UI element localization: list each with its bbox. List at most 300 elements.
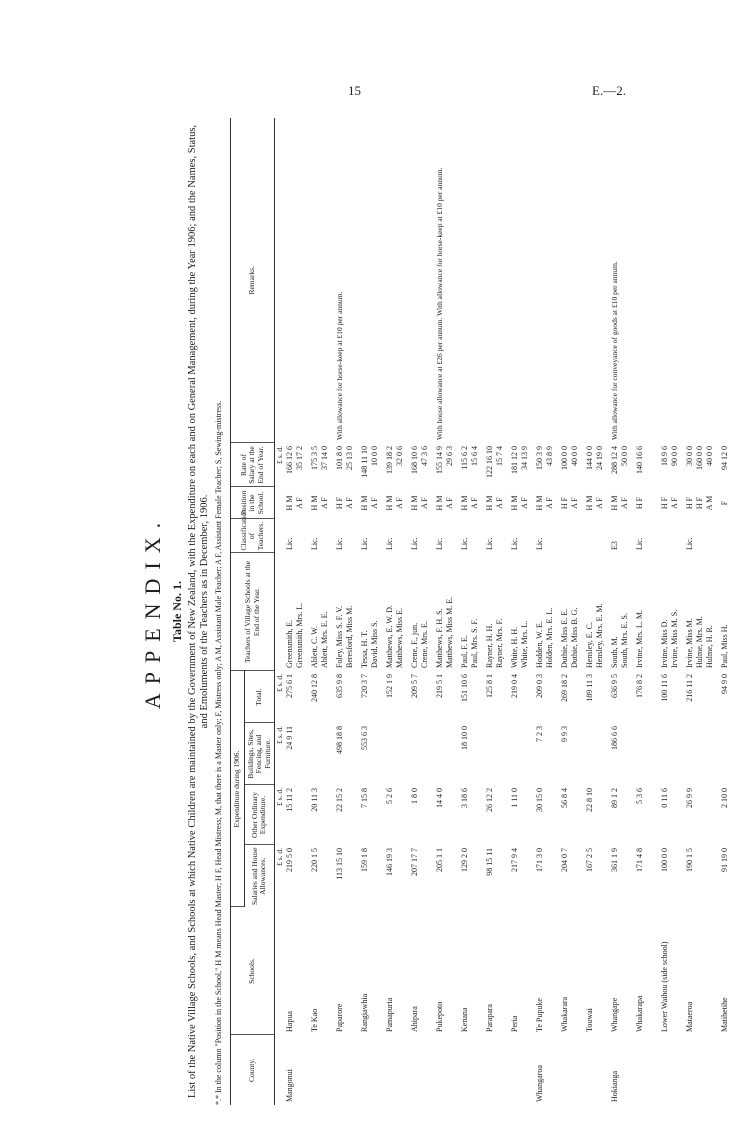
teacher-name: Ablett, Mrs. E. E. (320, 611, 329, 668)
header-position: Position in the School. (231, 487, 275, 519)
total-cell: 176 8 2 (635, 674, 644, 698)
total-cell: 94 9 0 (720, 674, 729, 694)
classification (370, 522, 380, 550)
other-expenditure-cell: 22 15 2 (335, 788, 344, 812)
total-cell: 100 11 6 (660, 674, 669, 702)
classification-cell (285, 519, 310, 553)
salaries-cell: 220 1 5 (310, 848, 319, 872)
salaries-cell: 146 19 3 (385, 848, 394, 876)
position-cell (685, 487, 720, 519)
teacher-name: Greensmith, E. (285, 619, 294, 668)
salary-rate: 10 0 0 (370, 446, 379, 466)
county-cell (635, 1035, 660, 1105)
header-salaries: Salaries and House Allowances. (244, 845, 275, 907)
position-cell (310, 487, 335, 519)
teacher-name: Duthie, Miss E. E. (560, 608, 569, 668)
position-cell (385, 487, 410, 519)
table-row (335, 118, 360, 1105)
salary-rate: 140 16 6 (635, 446, 644, 474)
remarks-cell: With allowance for horse-keep at £10 per annum. (335, 291, 344, 440)
county-cell (410, 1035, 435, 1105)
other-expenditure-cell: 3 18 6 (460, 788, 469, 808)
remarks-cell: With house allowance at £26 per annum. With allowance for horse-keep at £10 per annum. (435, 167, 444, 440)
salary-rate-cell (560, 443, 585, 487)
total-cell: 152 1 9 (385, 674, 394, 698)
teacher-name: Irvine, Miss M. S. (670, 609, 679, 668)
position: A F (470, 497, 479, 509)
other-expenditure-cell: 22 8 10 (585, 788, 594, 812)
position-cell (335, 487, 360, 519)
buildings-cell (435, 723, 460, 785)
salary-rate-cell (410, 443, 435, 487)
appendix-title: APPENDIX. (140, 513, 165, 710)
classification-cell (410, 519, 435, 553)
position: A F (395, 497, 404, 509)
position: H M (610, 495, 619, 511)
county-cell (560, 1035, 585, 1105)
teacher-name: Beresford, Miss M. (345, 605, 354, 668)
salary-rate: 37 14 0 (320, 446, 329, 470)
salary-rate-cell (385, 443, 410, 487)
total-cell: 269 18 2 (560, 674, 569, 702)
table-row (410, 118, 435, 1105)
classification: Lic. (410, 537, 419, 550)
salary-rate: 25 13 0 (345, 446, 354, 470)
other-expenditure-cell: 14 4 0 (435, 788, 444, 808)
classification-cell (720, 519, 745, 553)
buildings-cell: 18 10 0 (460, 726, 469, 750)
buildings-cell: 498 18 8 (335, 726, 344, 754)
position: A F (445, 497, 454, 509)
remarks-cell (720, 118, 745, 443)
salaries-cell: 190 1 5 (685, 848, 694, 872)
classification: Lic. (510, 537, 519, 550)
county-cell (385, 1035, 410, 1105)
school-cell: Whangape (610, 997, 619, 1032)
county-cell (310, 1035, 335, 1105)
classification: Lic. (310, 537, 319, 550)
other-expenditure-cell: 5 3 6 (635, 788, 644, 804)
table-title: Table No. 1. (170, 581, 184, 642)
classification-cell (660, 519, 685, 553)
salary-rate-cell (310, 443, 335, 487)
county-cell (460, 1035, 485, 1105)
total-cell: 125 8 1 (485, 674, 494, 698)
remarks-cell (360, 118, 385, 443)
other-expenditure-cell: 20 11 3 (310, 788, 319, 812)
buildings-cell (585, 723, 610, 785)
classification-cell (635, 519, 660, 553)
classification: Lic. (460, 537, 469, 550)
school-cell: Lower Waihou (side school) (660, 941, 669, 1032)
county-cell (335, 1035, 360, 1105)
classification-cell (685, 519, 720, 553)
teacher-name-cell (610, 553, 635, 671)
teacher-name: Foley, Miss S. F. V. (335, 605, 344, 668)
position: H M (485, 495, 494, 511)
total-cell: 240 12 8 (310, 674, 319, 702)
remarks-cell (485, 118, 510, 443)
salary-rate: 47 3 6 (420, 446, 429, 466)
header-remarks: Remarks. (231, 118, 275, 443)
position-cell (660, 487, 685, 519)
classification-cell (485, 519, 510, 553)
table-row (635, 118, 660, 1105)
classification (320, 522, 330, 550)
teacher-name: Matthews, F. H. S. (435, 608, 444, 668)
position: A F (295, 497, 304, 509)
total-cell: 216 11 2 (685, 674, 694, 702)
position: H F (335, 496, 344, 510)
position: H M (510, 495, 519, 511)
position: F (720, 500, 729, 506)
salary-rate-cell (435, 443, 460, 487)
buildings-cell: 24 9 11 (285, 726, 294, 750)
table-row (685, 118, 720, 1105)
buildings-cell (410, 723, 435, 785)
buildings-cell (720, 723, 745, 785)
table-row (460, 118, 485, 1105)
buildings-cell: 9 9 3 (560, 726, 569, 742)
table-row (660, 118, 685, 1105)
header-teachers: Teachers of Village Schools at the End of the Year. (231, 553, 275, 671)
salary-rate: 155 14 9 (435, 446, 444, 474)
teacher-name: South, Mrs. E. S. (620, 613, 629, 668)
salary-rate: 30 0 0 (685, 446, 694, 466)
classification (720, 522, 730, 550)
county-cell (485, 1035, 510, 1105)
table-row (360, 118, 385, 1105)
classification: Lic. (435, 537, 444, 550)
salary-rate-cell (585, 443, 610, 487)
position: A F (670, 497, 679, 509)
remarks-cell (560, 118, 585, 443)
position-cell (485, 487, 510, 519)
table-row (385, 118, 410, 1105)
position-cell (720, 487, 745, 519)
position-cell (285, 487, 310, 519)
salaries-cell: 361 1 9 (610, 848, 619, 872)
teacher-name: Paul, Miss H. (720, 624, 729, 668)
position: H M (460, 495, 469, 511)
teacher-name: Irvine, Miss D. (660, 619, 669, 668)
remarks-cell (460, 118, 485, 443)
header-county: County. (231, 1035, 275, 1105)
classification (705, 522, 715, 550)
salaries-cell: 217 9 4 (510, 848, 519, 872)
classification (345, 522, 355, 550)
county-cell (685, 1035, 720, 1105)
teacher-name-cell (435, 553, 460, 671)
salaries-cell: 98 15 11 (485, 848, 494, 876)
teacher-name-cell (335, 553, 360, 671)
position: H M (585, 495, 594, 511)
table-row (285, 118, 310, 1105)
position: A F (370, 497, 379, 509)
classification-cell (460, 519, 485, 553)
header-expenditure: Expenditure during 1906. (231, 671, 245, 907)
salary-rate: 50 0 0 (620, 446, 629, 466)
school-cell: Whakarapa (635, 995, 644, 1032)
salary-rate-cell (360, 443, 385, 487)
school-cell: Paparore (335, 1003, 344, 1032)
table-row (535, 118, 560, 1105)
teacher-name-cell (660, 553, 685, 671)
salary-rate: 15 7 4 (495, 446, 504, 466)
teacher-name-cell (285, 553, 310, 671)
county-cell: Hokianga (610, 1070, 619, 1102)
classification: Lic. (385, 537, 394, 550)
teacher-name: Matthews, E. W. D. (385, 605, 394, 668)
classification: Lic. (360, 537, 369, 550)
salary-rate: 148 11 10 (360, 446, 369, 478)
teacher-name: Matthews, Miss E. (395, 608, 404, 668)
teacher-name: Hensley, Mrs. E. M. (595, 603, 604, 668)
other-expenditure-cell: 1 8 0 (410, 788, 419, 804)
salaries-cell: 167 2 5 (585, 848, 594, 872)
salary-rate: 168 10 6 (410, 446, 419, 474)
units-other: £ s. d. (275, 788, 284, 806)
other-expenditure-cell: 15 11 2 (285, 788, 294, 812)
position: H M (410, 495, 419, 511)
teacher-name-cell (510, 553, 535, 671)
teacher-name: Rayner, H. H. (485, 623, 494, 668)
total-cell: 209 0 3 (535, 674, 544, 698)
position-cell (535, 487, 560, 519)
buildings-cell (635, 723, 660, 785)
classification (545, 522, 555, 550)
position: H M (435, 495, 444, 511)
classification (695, 522, 705, 550)
classification (395, 522, 405, 550)
salaries-cell: 205 1 1 (435, 848, 444, 872)
salary-rate-cell (460, 443, 485, 487)
position: A F (545, 497, 554, 509)
position: A F (420, 497, 429, 509)
teacher-name: Hodden, W. E. (535, 621, 544, 668)
salary-rate: 122 16 10 (485, 446, 494, 478)
teacher-name: Holden, Mrs. E. L. (545, 607, 554, 668)
remarks-cell (510, 118, 535, 443)
salary-rate: 166 12 6 (285, 446, 294, 474)
teacher-name-cell (485, 553, 510, 671)
salary-rate: 181 12 0 (510, 446, 519, 474)
position: A M (705, 495, 714, 511)
teacher-name: Duthie, Miss B. G. (570, 607, 579, 668)
salary-rate: 35 17 2 (295, 446, 304, 470)
salary-rate: 29 6 3 (445, 446, 454, 466)
salaries-cell: 204 0 7 (560, 848, 569, 872)
position: A F (520, 497, 529, 509)
teacher-name: Hulme, H. R. (705, 625, 714, 668)
salary-rate: 43 8 9 (545, 446, 554, 466)
total-cell: 275 6 1 (285, 674, 294, 698)
position-cell (410, 487, 435, 519)
salaries-cell: 171 3 0 (535, 848, 544, 872)
classification-cell (385, 519, 410, 553)
salary-rate: 15 6 4 (470, 446, 479, 466)
total-cell: 209 5 7 (410, 674, 419, 698)
school-cell: Matihetihe (720, 997, 729, 1032)
salary-rate: 40 0 0 (570, 446, 579, 466)
teacher-name: Matthews, Miss M. E. (445, 596, 454, 668)
classification-cell (610, 519, 635, 553)
county-cell (720, 1035, 745, 1105)
header-classification: Classification of Teachers. (231, 519, 275, 553)
other-expenditure-cell: 26 12 2 (485, 788, 494, 812)
remarks-cell (585, 118, 610, 443)
salaries-cell: 91 19 0 (720, 848, 729, 872)
table-row (720, 118, 745, 1105)
position: A F (345, 497, 354, 509)
other-expenditure-cell: 2 10 0 (720, 788, 729, 808)
classification: Lic. (285, 537, 294, 550)
teacher-name-cell (385, 553, 410, 671)
classification (495, 522, 505, 550)
classification-cell (510, 519, 535, 553)
salaries-cell: 171 4 8 (635, 848, 644, 872)
table-row (610, 118, 635, 1105)
classification: Lic. (635, 537, 644, 550)
page-number: 15 (348, 83, 361, 98)
page-code: E.—2. (592, 83, 626, 98)
teacher-name: Irvine, Mrs. L. M. (635, 610, 644, 668)
total-cell: 219 0 4 (510, 674, 519, 698)
salary-rate: 90 0 0 (670, 446, 679, 466)
classification: Lic. (335, 537, 344, 550)
classification-cell (585, 519, 610, 553)
salary-rate: 150 3 9 (535, 446, 544, 470)
salary-rate: 101 8 0 (335, 446, 344, 470)
position: H F (685, 496, 694, 510)
rotated-table-area (140, 118, 729, 1105)
position-cell (585, 487, 610, 519)
salary-rate-cell (285, 443, 310, 487)
header-other: Other Ordinary Expenditure. (244, 785, 275, 845)
remarks-cell: With allowance for conveyance of goods at £10 per annum. (610, 261, 619, 440)
other-expenditure-cell: 1 11 0 (510, 788, 519, 808)
classification (670, 522, 680, 550)
teacher-name-cell (460, 553, 485, 671)
buildings-cell (310, 723, 335, 785)
position-cell (635, 487, 660, 519)
position-cell (560, 487, 585, 519)
teacher-name-cell (410, 553, 435, 671)
salaries-cell: 113 15 10 (335, 848, 344, 880)
salary-rate: 115 6 2 (460, 446, 469, 470)
classification (595, 522, 605, 550)
classification: Lic. (535, 537, 544, 550)
teacher-name: White, Mrs. L. (520, 620, 529, 668)
classification (445, 522, 455, 550)
classification (470, 522, 480, 550)
salary-rate-cell (660, 443, 685, 487)
total-cell: 720 3 7 (360, 674, 369, 698)
table-row (560, 118, 585, 1105)
salary-rate: 40 0 0 (705, 446, 714, 466)
table-row (485, 118, 510, 1105)
other-expenditure-cell: 30 15 0 (535, 788, 544, 812)
salary-rate-cell (335, 443, 360, 487)
school-cell: Parapara (485, 1004, 494, 1032)
position: A F (320, 497, 329, 509)
units-row (275, 118, 286, 1105)
salary-rate-cell (485, 443, 510, 487)
table-body (275, 118, 745, 1105)
teacher-name: Paul, F. E. (460, 635, 469, 668)
table-row (510, 118, 535, 1105)
teacher-name: Greensmith, Mrs. L. (295, 602, 304, 668)
table-row (310, 118, 335, 1105)
units-total: £ s. d. (275, 674, 284, 692)
other-expenditure-cell: 26 9 9 (685, 788, 694, 808)
county-cell (585, 1035, 610, 1105)
other-expenditure-cell: 89 1 2 (610, 788, 619, 808)
salary-rate: 139 18 2 (385, 446, 394, 474)
table-row (585, 118, 610, 1105)
school-cell: Te Pupuke (535, 998, 544, 1032)
position: H F (695, 496, 704, 510)
salaries-cell: 129 2 0 (460, 848, 469, 872)
header-total: Total. (244, 671, 275, 723)
salary-rate: 18 9 6 (660, 446, 669, 466)
classification (585, 522, 595, 550)
school-cell: Hapua (285, 1011, 294, 1032)
salary-rate: 175 3 5 (310, 446, 319, 470)
teacher-name-cell (560, 553, 585, 671)
teacher-name: Hensley, E. C. (585, 622, 594, 668)
buildings-cell: 553 6 3 (360, 726, 369, 750)
buildings-cell (385, 723, 410, 785)
remarks-cell (535, 118, 560, 443)
units-salaries: £ s. d. (275, 848, 284, 866)
position-note: *.* In the column "Position in the School," H M means Head Master; H F, Head Mistress; M, that there is a Master only; F, Mistress only; A M, Assistant Male Teacher; A F, Assistant Female Teacher; S, Sewing-mistress. (214, 400, 223, 1105)
position: H M (535, 495, 544, 511)
position-cell (435, 487, 460, 519)
salary-rate-cell (720, 443, 745, 487)
other-expenditure-cell: 56 8 4 (560, 788, 569, 808)
classification: Lic. (485, 537, 494, 550)
classification (420, 522, 430, 550)
position-cell (460, 487, 485, 519)
teacher-name: Irvine, Miss M. (685, 618, 694, 668)
table-heading: List of the Native Village Schools, and Schools at which Native Children are maintained by the Government of New Zealand, with the Expenditure on each and on General Management, during the Year 1906; and the Names, Status, and Emoluments of the Teachers as in December, 1906. (187, 124, 210, 1099)
classification (570, 522, 580, 550)
classification-cell (310, 519, 335, 553)
remarks-cell (685, 118, 720, 443)
buildings-cell (660, 723, 685, 785)
classification: Lic. (685, 537, 694, 550)
units-buildings: £ s. d. (275, 726, 284, 744)
salary-rate-cell (685, 443, 720, 487)
classification-cell (560, 519, 585, 553)
salaries-cell: 207 17 7 (410, 848, 419, 876)
county-cell: Whangaroa (535, 1065, 544, 1102)
teacher-name-cell (535, 553, 560, 671)
position: H F (635, 496, 644, 510)
position: H M (385, 495, 394, 511)
total-cell: 189 11 3 (585, 674, 594, 702)
salary-rate: 160 0 0 (695, 446, 704, 470)
buildings-cell (685, 723, 720, 785)
salary-rate: 34 13 9 (520, 446, 529, 470)
buildings-cell: 186 6 6 (610, 726, 619, 750)
classification-cell (535, 519, 560, 553)
header-salary: Rate of Salary at the End of Year. (231, 443, 275, 487)
units-salary: £ s. d. (275, 446, 284, 464)
position: A F (570, 497, 579, 509)
teacher-name: Tessa, H. T. (360, 630, 369, 668)
